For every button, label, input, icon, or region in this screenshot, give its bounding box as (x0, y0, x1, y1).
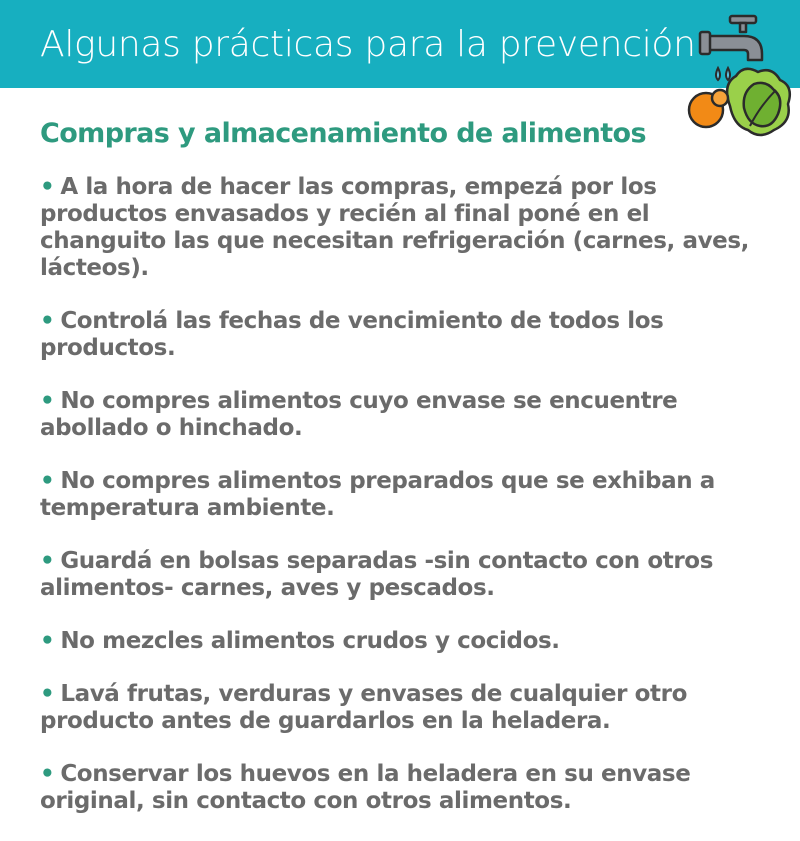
page-title: Algunas prácticas para la prevención (40, 24, 696, 65)
lettuce-icon (727, 69, 790, 135)
tip-text: A la hora de hacer las compras, empezá por los productos envasados y recién al final poné en el changuito las que necesitan refrigeración (carnes, aves, lácteos). (40, 174, 750, 281)
list-item (40, 468, 780, 522)
bullet-icon: • (40, 761, 55, 787)
bullet-icon: • (40, 388, 55, 414)
tip-text: No compres alimentos cuyo envase se encuentre abollado o hinchado. (40, 388, 678, 441)
bullet-icon: • (40, 681, 55, 707)
list-item (40, 388, 780, 442)
tip-text: No compres alimentos preparados que se exhiban a temperatura ambiente. (40, 468, 715, 521)
section-title: Compras y almacenamiento de alimentos (40, 118, 646, 149)
tip-text: Controlá las fechas de vencimiento de todos los productos. (40, 308, 664, 361)
faucet-icon (700, 16, 762, 60)
list-item (40, 681, 780, 735)
tip-text: No mezcles alimentos crudos y cocidos. (60, 628, 560, 654)
list-item (40, 628, 780, 655)
bullet-icon: • (40, 548, 55, 574)
list-item (40, 761, 780, 815)
tip-text: Conservar los huevos en la heladera en su envase original, sin contacto con otros alimentos. (40, 761, 691, 814)
bullet-icon: • (40, 174, 55, 200)
list-item (40, 174, 780, 282)
list-item (40, 308, 780, 362)
tips-list (40, 174, 780, 841)
header-banner (0, 0, 800, 88)
list-item (40, 548, 780, 602)
bullet-icon: • (40, 468, 55, 494)
faucet-and-vegetables-illustration (686, 10, 796, 144)
bullet-icon: • (40, 628, 55, 654)
tip-text: Lavá frutas, verduras y envases de cualquier otro producto antes de guardarlos en la heladera. (40, 681, 687, 734)
orange-icon (689, 90, 728, 127)
water-drop-icon (716, 68, 730, 80)
tip-text: Guardá en bolsas separadas -sin contacto con otros alimentos- carnes, aves y pescados. (40, 548, 713, 601)
bullet-icon: • (40, 308, 55, 334)
